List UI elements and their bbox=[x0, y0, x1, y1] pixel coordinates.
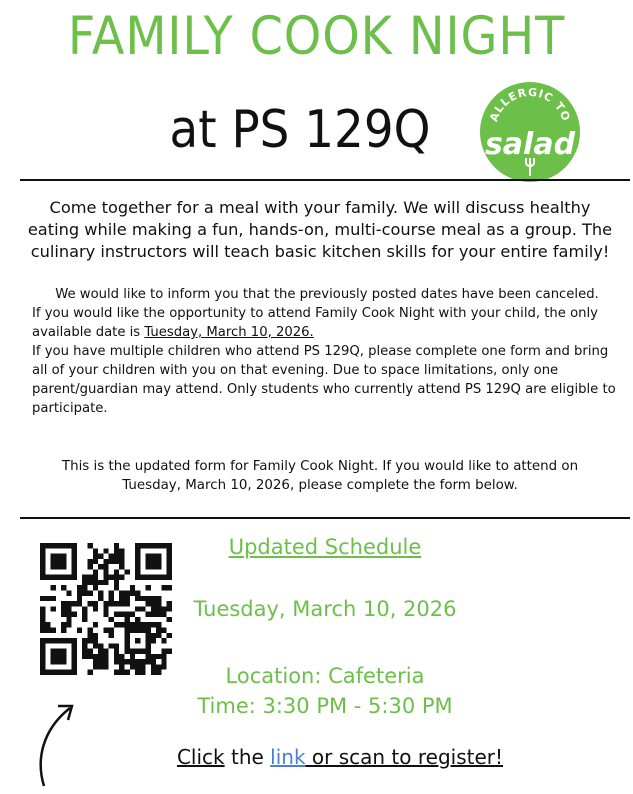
logo-arc-text: ALLERGIC TO bbox=[487, 85, 573, 124]
title-school: at PS 129Q bbox=[169, 100, 431, 160]
divider-top bbox=[20, 179, 630, 181]
register-line bbox=[170, 745, 510, 769]
logo-word: salad bbox=[484, 127, 576, 162]
divider-bottom bbox=[20, 517, 630, 519]
schedule-location: Location: Cafeteria bbox=[225, 664, 425, 688]
schedule-time: Time: 3:30 PM - 5:30 PM bbox=[197, 694, 453, 718]
qr-code-icon[interactable] bbox=[40, 543, 172, 675]
notice-date-line: If you would like the opportunity to attend Family Cook Night with your child, the only available date is bbox=[32, 306, 598, 340]
curved-arrow-icon bbox=[34, 700, 78, 788]
register-the: the bbox=[224, 745, 271, 769]
notice-paragraph bbox=[32, 285, 622, 418]
schedule-title: Updated Schedule bbox=[228, 535, 422, 559]
notice-canceled-line: We would like to inform you that the previously posted dates have been canceled. bbox=[55, 287, 599, 302]
register-tail: or scan to register! bbox=[305, 745, 504, 769]
notice-multiple-children: If you have multiple children who attend PS 129Q, please complete one form and bring all of your children with you on that evening. Due to space limitations, only one parent/guardian may attend. Only students who currently attend PS 129Q are eligible to participate. bbox=[32, 344, 616, 416]
register-link[interactable]: link bbox=[270, 745, 306, 769]
intro-paragraph: Come together for a meal with your family. We will discuss healthy eating while making a fun, hands-on, multi-course meal as a group. The culinary instructors will teach basic kitchen skills for your entire family! bbox=[27, 198, 613, 261]
update-paragraph: This is the updated form for Family Cook Night. If you would like to attend on Tuesday, March 10, 2026, please complete the form below. bbox=[61, 459, 579, 493]
schedule-date: Tuesday, March 10, 2026 bbox=[193, 597, 457, 621]
allergic-to-salad-logo bbox=[478, 80, 582, 184]
title-family-cook-night: FAMILY COOK NIGHT bbox=[67, 6, 566, 67]
register-click: Click bbox=[176, 745, 225, 769]
notice-date: Tuesday, March 10, 2026. bbox=[144, 325, 314, 340]
